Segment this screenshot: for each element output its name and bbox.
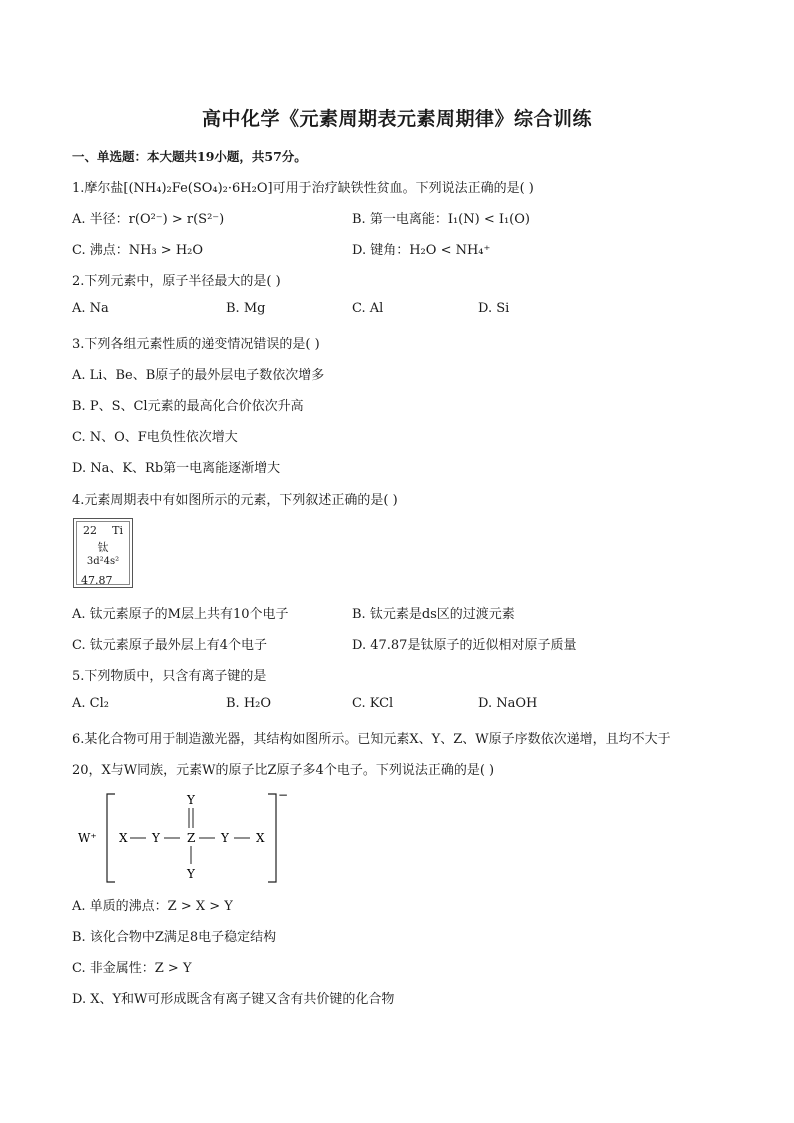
question-6-option-a: A. 单质的沸点：Z > X > Y	[72, 899, 233, 914]
question-3-option-b: B. P、S、Cl元素的最高化合价依次升高	[72, 399, 304, 414]
question-6-option-b: B. 该化合物中Z满足8电子稳定结构	[72, 930, 277, 945]
question-1-stem: 1.摩尔盐[(NH₄)₂Fe(SO₄)₂·6H₂O]可用于治疗缺铁性贫血。下列说法正确的是( )	[72, 181, 534, 196]
page-title: 高中化学《元素周期表元素周期律》综合训练	[201, 108, 592, 130]
question-3-stem: 3.下列各组元素性质的递变情况错误的是( )	[72, 337, 320, 352]
question-2-option-a: A. Na	[72, 301, 109, 316]
question-1-option-c: C. 沸点：NH₃ > H₂O	[72, 243, 204, 258]
question-1-option-b: B. 第一电离能：I₁(N) < I₁(O)	[352, 212, 530, 227]
question-5-option-a: A. Cl₂	[72, 696, 109, 711]
section-heading: 一、单选题：本大题共19小题，共57分。	[72, 149, 307, 164]
question-2-option-c: C. Al	[352, 301, 384, 316]
question-6-stem-line-2: 20，X与W同族，元素W的原子比Z原子多4个电子。下列说法正确的是( )	[72, 763, 495, 778]
atom-z: Z	[187, 831, 196, 845]
question-6-option-c: C. 非金属性：Z > Y	[72, 961, 192, 976]
question-6-option-d: D. X、Y和W可形成既含有离子键又含有共价键的化合物	[72, 992, 395, 1007]
right-bracket	[268, 794, 276, 882]
question-5-option-d: D. NaOH	[478, 696, 538, 711]
question-1-option-d: D. 键角：H₂O < NH₄⁺	[352, 243, 491, 258]
question-6-stem-line-1: 6.某化合物可用于制造激光器，其结构如图所示。已知元素X、Y、Z、W原子序数依次递增，且均不大于	[72, 732, 671, 747]
question-4-option-a: A. 钛元素原子的M层上共有10个电子	[72, 607, 289, 622]
question-5-option-c: C. KCl	[352, 696, 394, 711]
question-3-option-d: D. Na、K、Rb第一电离能逐渐增大	[72, 461, 281, 476]
atom-y-left: Y	[152, 831, 160, 845]
question-3-option-a: A. Li、Be、B原子的最外层电子数依次增多	[72, 368, 325, 383]
atom-y-top: Y	[187, 793, 195, 807]
question-5-option-b: B. H₂O	[226, 696, 272, 711]
cation-label: W⁺	[78, 831, 97, 845]
question-2-stem: 2.下列元素中，原子半径最大的是( )	[72, 274, 281, 289]
titanium-element-card	[73, 518, 133, 588]
atom-y-right: Y	[221, 831, 229, 845]
question-4-option-c: C. 钛元素原子最外层上有4个电子	[72, 638, 268, 653]
question-5-stem: 5.下列物质中，只含有离子键的是	[72, 669, 267, 684]
element-name: 钛	[97, 541, 109, 554]
element-symbol: Ti	[112, 524, 123, 537]
question-1-option-a: A. 半径：r(O²⁻) > r(S²⁻)	[72, 212, 225, 227]
question-4-option-b: B. 钛元素是ds区的过渡元素	[352, 607, 515, 622]
question-3-option-c: C. N、O、F电负性依次增大	[72, 430, 238, 445]
element-atomic-mass: 47.87	[81, 574, 113, 587]
question-4-option-d: D. 47.87是钛原子的近似相对原子质量	[352, 638, 577, 653]
question-2-option-b: B. Mg	[226, 301, 266, 316]
compound-structure-diagram	[70, 790, 300, 890]
atom-x-left: X	[119, 831, 128, 845]
atom-x-right: X	[256, 831, 265, 845]
element-atomic-number: 22	[83, 524, 97, 537]
question-4-stem: 4.元素周期表中有如图所示的元素，下列叙述正确的是( )	[72, 493, 398, 508]
atom-y-bottom: Y	[187, 867, 195, 881]
left-bracket	[107, 794, 115, 882]
element-electron-config: 3d²4s²	[86, 556, 120, 567]
question-2-option-d: D. Si	[478, 301, 510, 316]
anion-charge: −	[278, 790, 289, 802]
